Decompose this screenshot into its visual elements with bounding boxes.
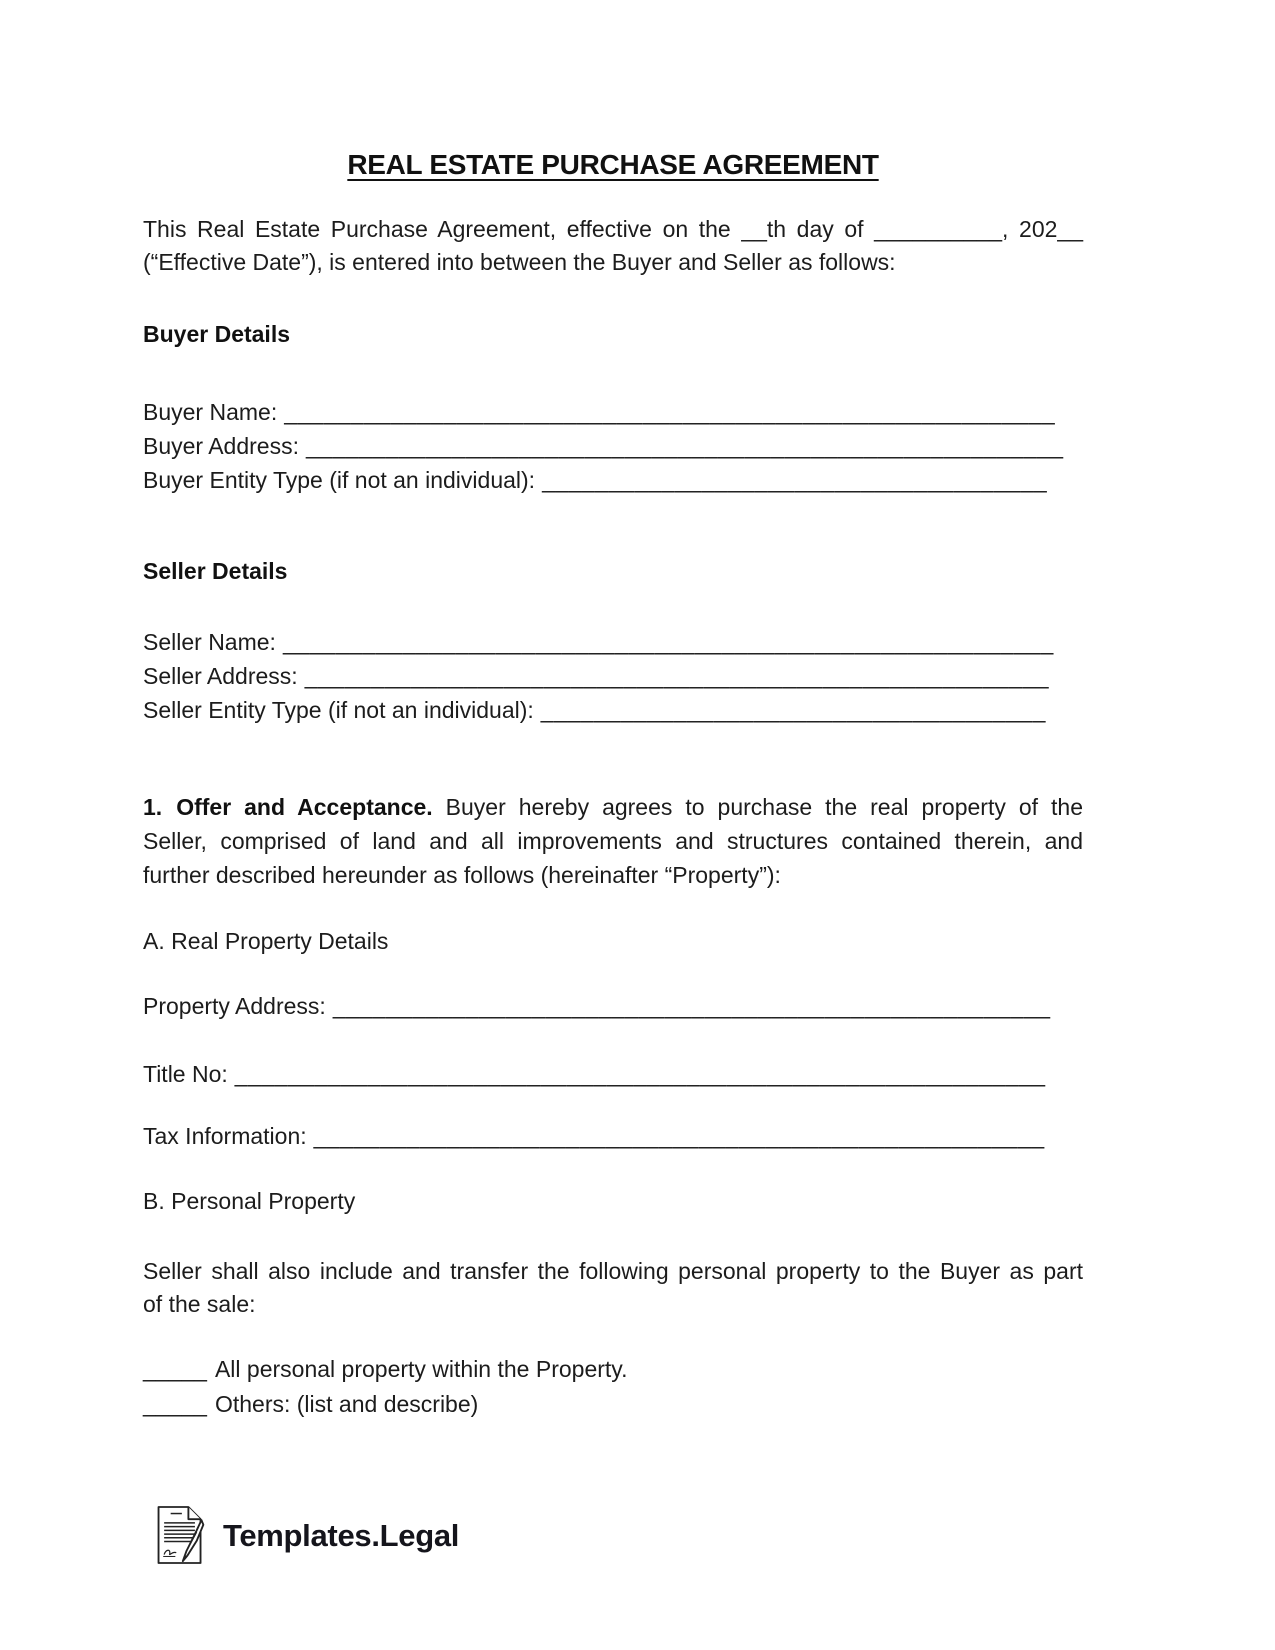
intro-line-2: (“Effective Date”), is entered into between the Buyer and Seller as follows: (143, 249, 896, 275)
seller-address-field (143, 659, 1083, 693)
buyer-name-blank: __________________________________________________________ (284, 399, 1056, 425)
personal-property-options (143, 1352, 1083, 1422)
intro-line-1: This Real Estate Purchase Agreement, effective on the __th day of __________, 202__ (143, 216, 1083, 242)
tax-information-blank: _______________________________________________________ (313, 1123, 1045, 1149)
option-1-blank: _____ (143, 1356, 207, 1382)
buyer-entity-field (143, 463, 1083, 497)
option-1-label: All personal property within the Property. (214, 1356, 628, 1382)
seller-entity-field (143, 693, 1083, 727)
section-1-line-1 (143, 790, 1083, 824)
buyer-entity-label: Buyer Entity Type (if not an individual): (143, 467, 536, 493)
buyer-address-blank: _________________________________________________________ (305, 433, 1064, 459)
tax-information-field (143, 1120, 1083, 1153)
option-2-blank: _____ (143, 1391, 207, 1417)
seller-entity-label: Seller Entity Type (if not an individual): (143, 697, 534, 723)
personal-property-line-2: of the sale: (143, 1291, 256, 1317)
seller-name-blank: __________________________________________________________ (282, 629, 1054, 655)
tax-information-label: Tax Information: (143, 1123, 307, 1149)
seller-name-label: Seller Name: (143, 629, 276, 655)
seller-entity-blank: ______________________________________ (540, 697, 1046, 723)
document-pen-icon (152, 1504, 208, 1566)
buyer-details-heading: Buyer Details (143, 321, 291, 347)
seller-address-blank: ________________________________________________________ (304, 663, 1050, 689)
buyer-name-label: Buyer Name: (143, 399, 278, 425)
property-address-label: Property Address: (143, 993, 326, 1019)
option-others (143, 1387, 1083, 1422)
property-address-blank: ______________________________________________________ (332, 993, 1051, 1019)
buyer-name-field (143, 395, 1083, 429)
personal-property-line-1: Seller shall also include and transfer the following personal property to the Buyer as part (143, 1258, 1083, 1284)
subsection-b-heading: B. Personal Property (143, 1188, 356, 1214)
section-1-heading: Offer and Acceptance. (176, 794, 433, 820)
seller-details-heading: Seller Details (143, 558, 288, 584)
section-1-line-2: Seller, comprised of land and all improvements and structures contained therein, and (143, 828, 1083, 854)
templates-legal-logo (152, 1504, 459, 1566)
seller-address-label: Seller Address: (143, 663, 298, 689)
personal-property-paragraph (143, 1255, 1083, 1321)
buyer-address-field (143, 429, 1083, 463)
seller-fields (143, 625, 1083, 727)
section-1-offer-acceptance (143, 790, 1083, 892)
section-1-body-start: Buyer hereby agrees to purchase the real property of the (445, 794, 1083, 820)
buyer-fields (143, 395, 1083, 497)
option-2-label: Others: (list and describe) (214, 1391, 479, 1417)
property-address-field (143, 990, 1083, 1023)
seller-name-field (143, 625, 1083, 659)
section-1-number: 1. (143, 794, 163, 820)
buyer-entity-blank: ______________________________________ (542, 467, 1048, 493)
title-no-field (143, 1058, 1083, 1091)
title-no-blank: _____________________________________________________________ (234, 1061, 1046, 1087)
section-1-line-3: further described hereunder as follows (hereinafter “Property”): (143, 862, 781, 888)
document-title: REAL ESTATE PURCHASE AGREEMENT (347, 149, 879, 180)
title-no-label: Title No: (143, 1061, 228, 1087)
buyer-address-label: Buyer Address: (143, 433, 299, 459)
intro-paragraph (143, 213, 1083, 279)
option-all-personal-property (143, 1352, 1083, 1387)
subsection-a-heading: A. Real Property Details (143, 928, 389, 954)
brand-name: Templates.Legal (223, 1517, 460, 1553)
